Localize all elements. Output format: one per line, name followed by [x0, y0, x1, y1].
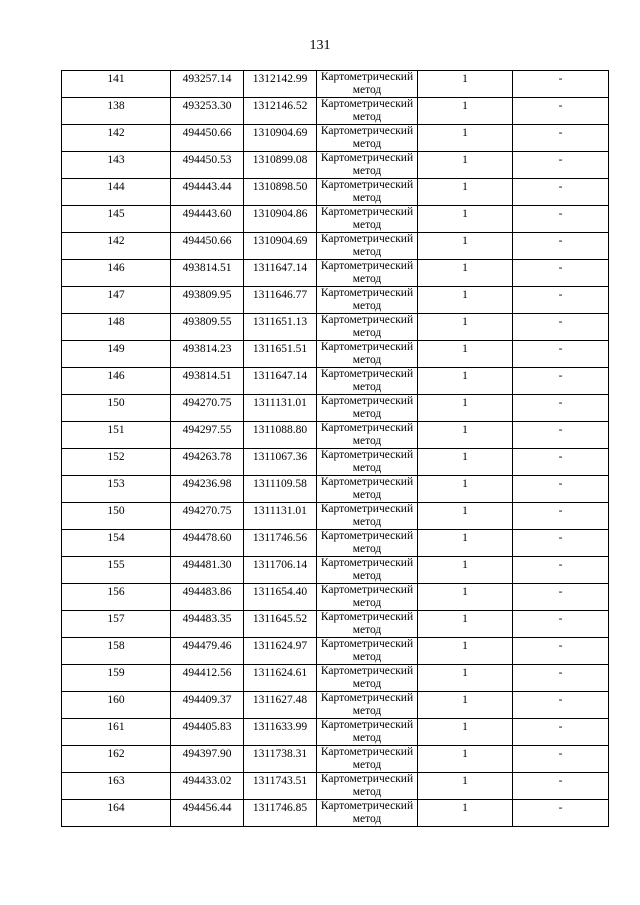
x-coordinate-cell: 494456.44: [171, 800, 244, 827]
accuracy-cell: 1: [418, 719, 513, 746]
y-coordinate-cell: 1311706.14: [244, 557, 317, 584]
method-cell: Картометрический метод: [317, 125, 418, 152]
y-coordinate-cell: 1311633.99: [244, 719, 317, 746]
note-cell: -: [513, 530, 609, 557]
x-coordinate-cell: 494443.44: [171, 179, 244, 206]
accuracy-cell: 1: [418, 233, 513, 260]
table-row: [62, 179, 609, 206]
x-coordinate-cell: 493809.95: [171, 287, 244, 314]
method-cell: Картометрический метод: [317, 773, 418, 800]
table-row: [62, 584, 609, 611]
coordinates-table-body: [62, 71, 609, 827]
table-row: [62, 692, 609, 719]
y-coordinate-cell: 1312142.99: [244, 71, 317, 98]
note-cell: -: [513, 557, 609, 584]
table-row: [62, 719, 609, 746]
y-coordinate-cell: 1311624.61: [244, 665, 317, 692]
y-coordinate-cell: 1311654.40: [244, 584, 317, 611]
method-cell: Картометрический метод: [317, 692, 418, 719]
point-number-cell: 162: [62, 746, 171, 773]
x-coordinate-cell: 494443.60: [171, 206, 244, 233]
point-number-cell: 153: [62, 476, 171, 503]
point-number-cell: 138: [62, 98, 171, 125]
x-coordinate-cell: 494297.55: [171, 422, 244, 449]
x-coordinate-cell: 494450.66: [171, 233, 244, 260]
method-cell: Картометрический метод: [317, 557, 418, 584]
y-coordinate-cell: 1312146.52: [244, 98, 317, 125]
point-number-cell: 146: [62, 260, 171, 287]
page-number: 131: [309, 38, 331, 53]
table-row: [62, 530, 609, 557]
point-number-cell: 142: [62, 125, 171, 152]
method-cell: Картометрический метод: [317, 746, 418, 773]
method-cell: Картометрический метод: [317, 800, 418, 827]
accuracy-cell: 1: [418, 368, 513, 395]
x-coordinate-cell: 494397.90: [171, 746, 244, 773]
accuracy-cell: 1: [418, 341, 513, 368]
x-coordinate-cell: 493814.51: [171, 260, 244, 287]
accuracy-cell: 1: [418, 476, 513, 503]
y-coordinate-cell: 1311131.01: [244, 503, 317, 530]
table-row: [62, 287, 609, 314]
accuracy-cell: 1: [418, 800, 513, 827]
point-number-cell: 158: [62, 638, 171, 665]
method-cell: Картометрический метод: [317, 530, 418, 557]
y-coordinate-cell: 1311651.51: [244, 341, 317, 368]
note-cell: -: [513, 341, 609, 368]
table-row: [62, 152, 609, 179]
accuracy-cell: 1: [418, 314, 513, 341]
note-cell: -: [513, 152, 609, 179]
note-cell: -: [513, 800, 609, 827]
accuracy-cell: 1: [418, 530, 513, 557]
note-cell: -: [513, 314, 609, 341]
table-row: [62, 638, 609, 665]
point-number-cell: 143: [62, 152, 171, 179]
x-coordinate-cell: 493253.30: [171, 98, 244, 125]
x-coordinate-cell: 493257.14: [171, 71, 244, 98]
point-number-cell: 155: [62, 557, 171, 584]
table-row: [62, 773, 609, 800]
point-number-cell: 147: [62, 287, 171, 314]
accuracy-cell: 1: [418, 152, 513, 179]
x-coordinate-cell: 493809.55: [171, 314, 244, 341]
note-cell: -: [513, 638, 609, 665]
x-coordinate-cell: 494481.30: [171, 557, 244, 584]
table-row: [62, 98, 609, 125]
y-coordinate-cell: 1311645.52: [244, 611, 317, 638]
accuracy-cell: 1: [418, 611, 513, 638]
x-coordinate-cell: 494270.75: [171, 503, 244, 530]
y-coordinate-cell: 1311109.58: [244, 476, 317, 503]
y-coordinate-cell: 1310899.08: [244, 152, 317, 179]
point-number-cell: 146: [62, 368, 171, 395]
table-row: [62, 206, 609, 233]
point-number-cell: 159: [62, 665, 171, 692]
table-row: [62, 233, 609, 260]
accuracy-cell: 1: [418, 503, 513, 530]
table-row: [62, 800, 609, 827]
accuracy-cell: 1: [418, 260, 513, 287]
method-cell: Картометрический метод: [317, 665, 418, 692]
table-row: [62, 314, 609, 341]
point-number-cell: 164: [62, 800, 171, 827]
y-coordinate-cell: 1310904.69: [244, 233, 317, 260]
note-cell: -: [513, 422, 609, 449]
table-row: [62, 746, 609, 773]
accuracy-cell: 1: [418, 746, 513, 773]
table-row: [62, 611, 609, 638]
accuracy-cell: 1: [418, 125, 513, 152]
note-cell: -: [513, 287, 609, 314]
x-coordinate-cell: 494270.75: [171, 395, 244, 422]
table-row: [62, 260, 609, 287]
note-cell: -: [513, 476, 609, 503]
note-cell: -: [513, 71, 609, 98]
accuracy-cell: 1: [418, 287, 513, 314]
y-coordinate-cell: 1311088.80: [244, 422, 317, 449]
x-coordinate-cell: 493814.51: [171, 368, 244, 395]
note-cell: -: [513, 179, 609, 206]
table-row: [62, 557, 609, 584]
method-cell: Картометрический метод: [317, 179, 418, 206]
y-coordinate-cell: 1311624.97: [244, 638, 317, 665]
accuracy-cell: 1: [418, 206, 513, 233]
table-row: [62, 665, 609, 692]
table-row: [62, 395, 609, 422]
point-number-cell: 163: [62, 773, 171, 800]
note-cell: -: [513, 233, 609, 260]
y-coordinate-cell: 1311743.51: [244, 773, 317, 800]
accuracy-cell: 1: [418, 557, 513, 584]
point-number-cell: 156: [62, 584, 171, 611]
y-coordinate-cell: 1311067.36: [244, 449, 317, 476]
accuracy-cell: 1: [418, 422, 513, 449]
x-coordinate-cell: 494236.98: [171, 476, 244, 503]
accuracy-cell: 1: [418, 638, 513, 665]
y-coordinate-cell: 1311627.48: [244, 692, 317, 719]
x-coordinate-cell: 494409.37: [171, 692, 244, 719]
table-row: [62, 503, 609, 530]
note-cell: -: [513, 692, 609, 719]
accuracy-cell: 1: [418, 98, 513, 125]
y-coordinate-cell: 1311647.14: [244, 260, 317, 287]
point-number-cell: 157: [62, 611, 171, 638]
method-cell: Картометрический метод: [317, 719, 418, 746]
method-cell: Картометрический метод: [317, 314, 418, 341]
table-row: [62, 71, 609, 98]
point-number-cell: 161: [62, 719, 171, 746]
y-coordinate-cell: 1310904.86: [244, 206, 317, 233]
coordinates-table: [61, 70, 609, 827]
method-cell: Картометрический метод: [317, 260, 418, 287]
point-number-cell: 145: [62, 206, 171, 233]
method-cell: Картометрический метод: [317, 503, 418, 530]
accuracy-cell: 1: [418, 773, 513, 800]
note-cell: -: [513, 584, 609, 611]
method-cell: Картометрический метод: [317, 368, 418, 395]
x-coordinate-cell: 494483.86: [171, 584, 244, 611]
method-cell: Картометрический метод: [317, 152, 418, 179]
x-coordinate-cell: 494412.56: [171, 665, 244, 692]
y-coordinate-cell: 1311646.77: [244, 287, 317, 314]
note-cell: -: [513, 125, 609, 152]
note-cell: -: [513, 503, 609, 530]
method-cell: Картометрический метод: [317, 584, 418, 611]
table-row: [62, 368, 609, 395]
x-coordinate-cell: 494483.35: [171, 611, 244, 638]
note-cell: -: [513, 719, 609, 746]
note-cell: -: [513, 611, 609, 638]
y-coordinate-cell: 1311738.31: [244, 746, 317, 773]
point-number-cell: 144: [62, 179, 171, 206]
point-number-cell: 150: [62, 503, 171, 530]
table-row: [62, 449, 609, 476]
table-row: [62, 125, 609, 152]
y-coordinate-cell: 1311746.85: [244, 800, 317, 827]
accuracy-cell: 1: [418, 692, 513, 719]
accuracy-cell: 1: [418, 665, 513, 692]
y-coordinate-cell: 1310898.50: [244, 179, 317, 206]
note-cell: -: [513, 449, 609, 476]
method-cell: Картометрический метод: [317, 341, 418, 368]
point-number-cell: 141: [62, 71, 171, 98]
y-coordinate-cell: 1311647.14: [244, 368, 317, 395]
method-cell: Картометрический метод: [317, 71, 418, 98]
method-cell: Картометрический метод: [317, 638, 418, 665]
x-coordinate-cell: 493814.23: [171, 341, 244, 368]
x-coordinate-cell: 494450.53: [171, 152, 244, 179]
y-coordinate-cell: 1311651.13: [244, 314, 317, 341]
point-number-cell: 149: [62, 341, 171, 368]
method-cell: Картометрический метод: [317, 287, 418, 314]
note-cell: -: [513, 368, 609, 395]
point-number-cell: 160: [62, 692, 171, 719]
x-coordinate-cell: 494263.78: [171, 449, 244, 476]
x-coordinate-cell: 494405.83: [171, 719, 244, 746]
method-cell: Картометрический метод: [317, 476, 418, 503]
accuracy-cell: 1: [418, 449, 513, 476]
note-cell: -: [513, 395, 609, 422]
accuracy-cell: 1: [418, 584, 513, 611]
y-coordinate-cell: 1311131.01: [244, 395, 317, 422]
method-cell: Картометрический метод: [317, 98, 418, 125]
accuracy-cell: 1: [418, 71, 513, 98]
x-coordinate-cell: 494450.66: [171, 125, 244, 152]
table-row: [62, 422, 609, 449]
x-coordinate-cell: 494479.46: [171, 638, 244, 665]
note-cell: -: [513, 773, 609, 800]
note-cell: -: [513, 260, 609, 287]
x-coordinate-cell: 494433.02: [171, 773, 244, 800]
point-number-cell: 148: [62, 314, 171, 341]
method-cell: Картометрический метод: [317, 422, 418, 449]
method-cell: Картометрический метод: [317, 233, 418, 260]
accuracy-cell: 1: [418, 395, 513, 422]
y-coordinate-cell: 1311746.56: [244, 530, 317, 557]
table-row: [62, 341, 609, 368]
method-cell: Картометрический метод: [317, 395, 418, 422]
point-number-cell: 142: [62, 233, 171, 260]
table-row: [62, 476, 609, 503]
accuracy-cell: 1: [418, 179, 513, 206]
note-cell: -: [513, 746, 609, 773]
note-cell: -: [513, 98, 609, 125]
method-cell: Картометрический метод: [317, 206, 418, 233]
note-cell: -: [513, 206, 609, 233]
point-number-cell: 154: [62, 530, 171, 557]
point-number-cell: 150: [62, 395, 171, 422]
x-coordinate-cell: 494478.60: [171, 530, 244, 557]
point-number-cell: 152: [62, 449, 171, 476]
y-coordinate-cell: 1310904.69: [244, 125, 317, 152]
point-number-cell: 151: [62, 422, 171, 449]
method-cell: Картометрический метод: [317, 449, 418, 476]
method-cell: Картометрический метод: [317, 611, 418, 638]
note-cell: -: [513, 665, 609, 692]
